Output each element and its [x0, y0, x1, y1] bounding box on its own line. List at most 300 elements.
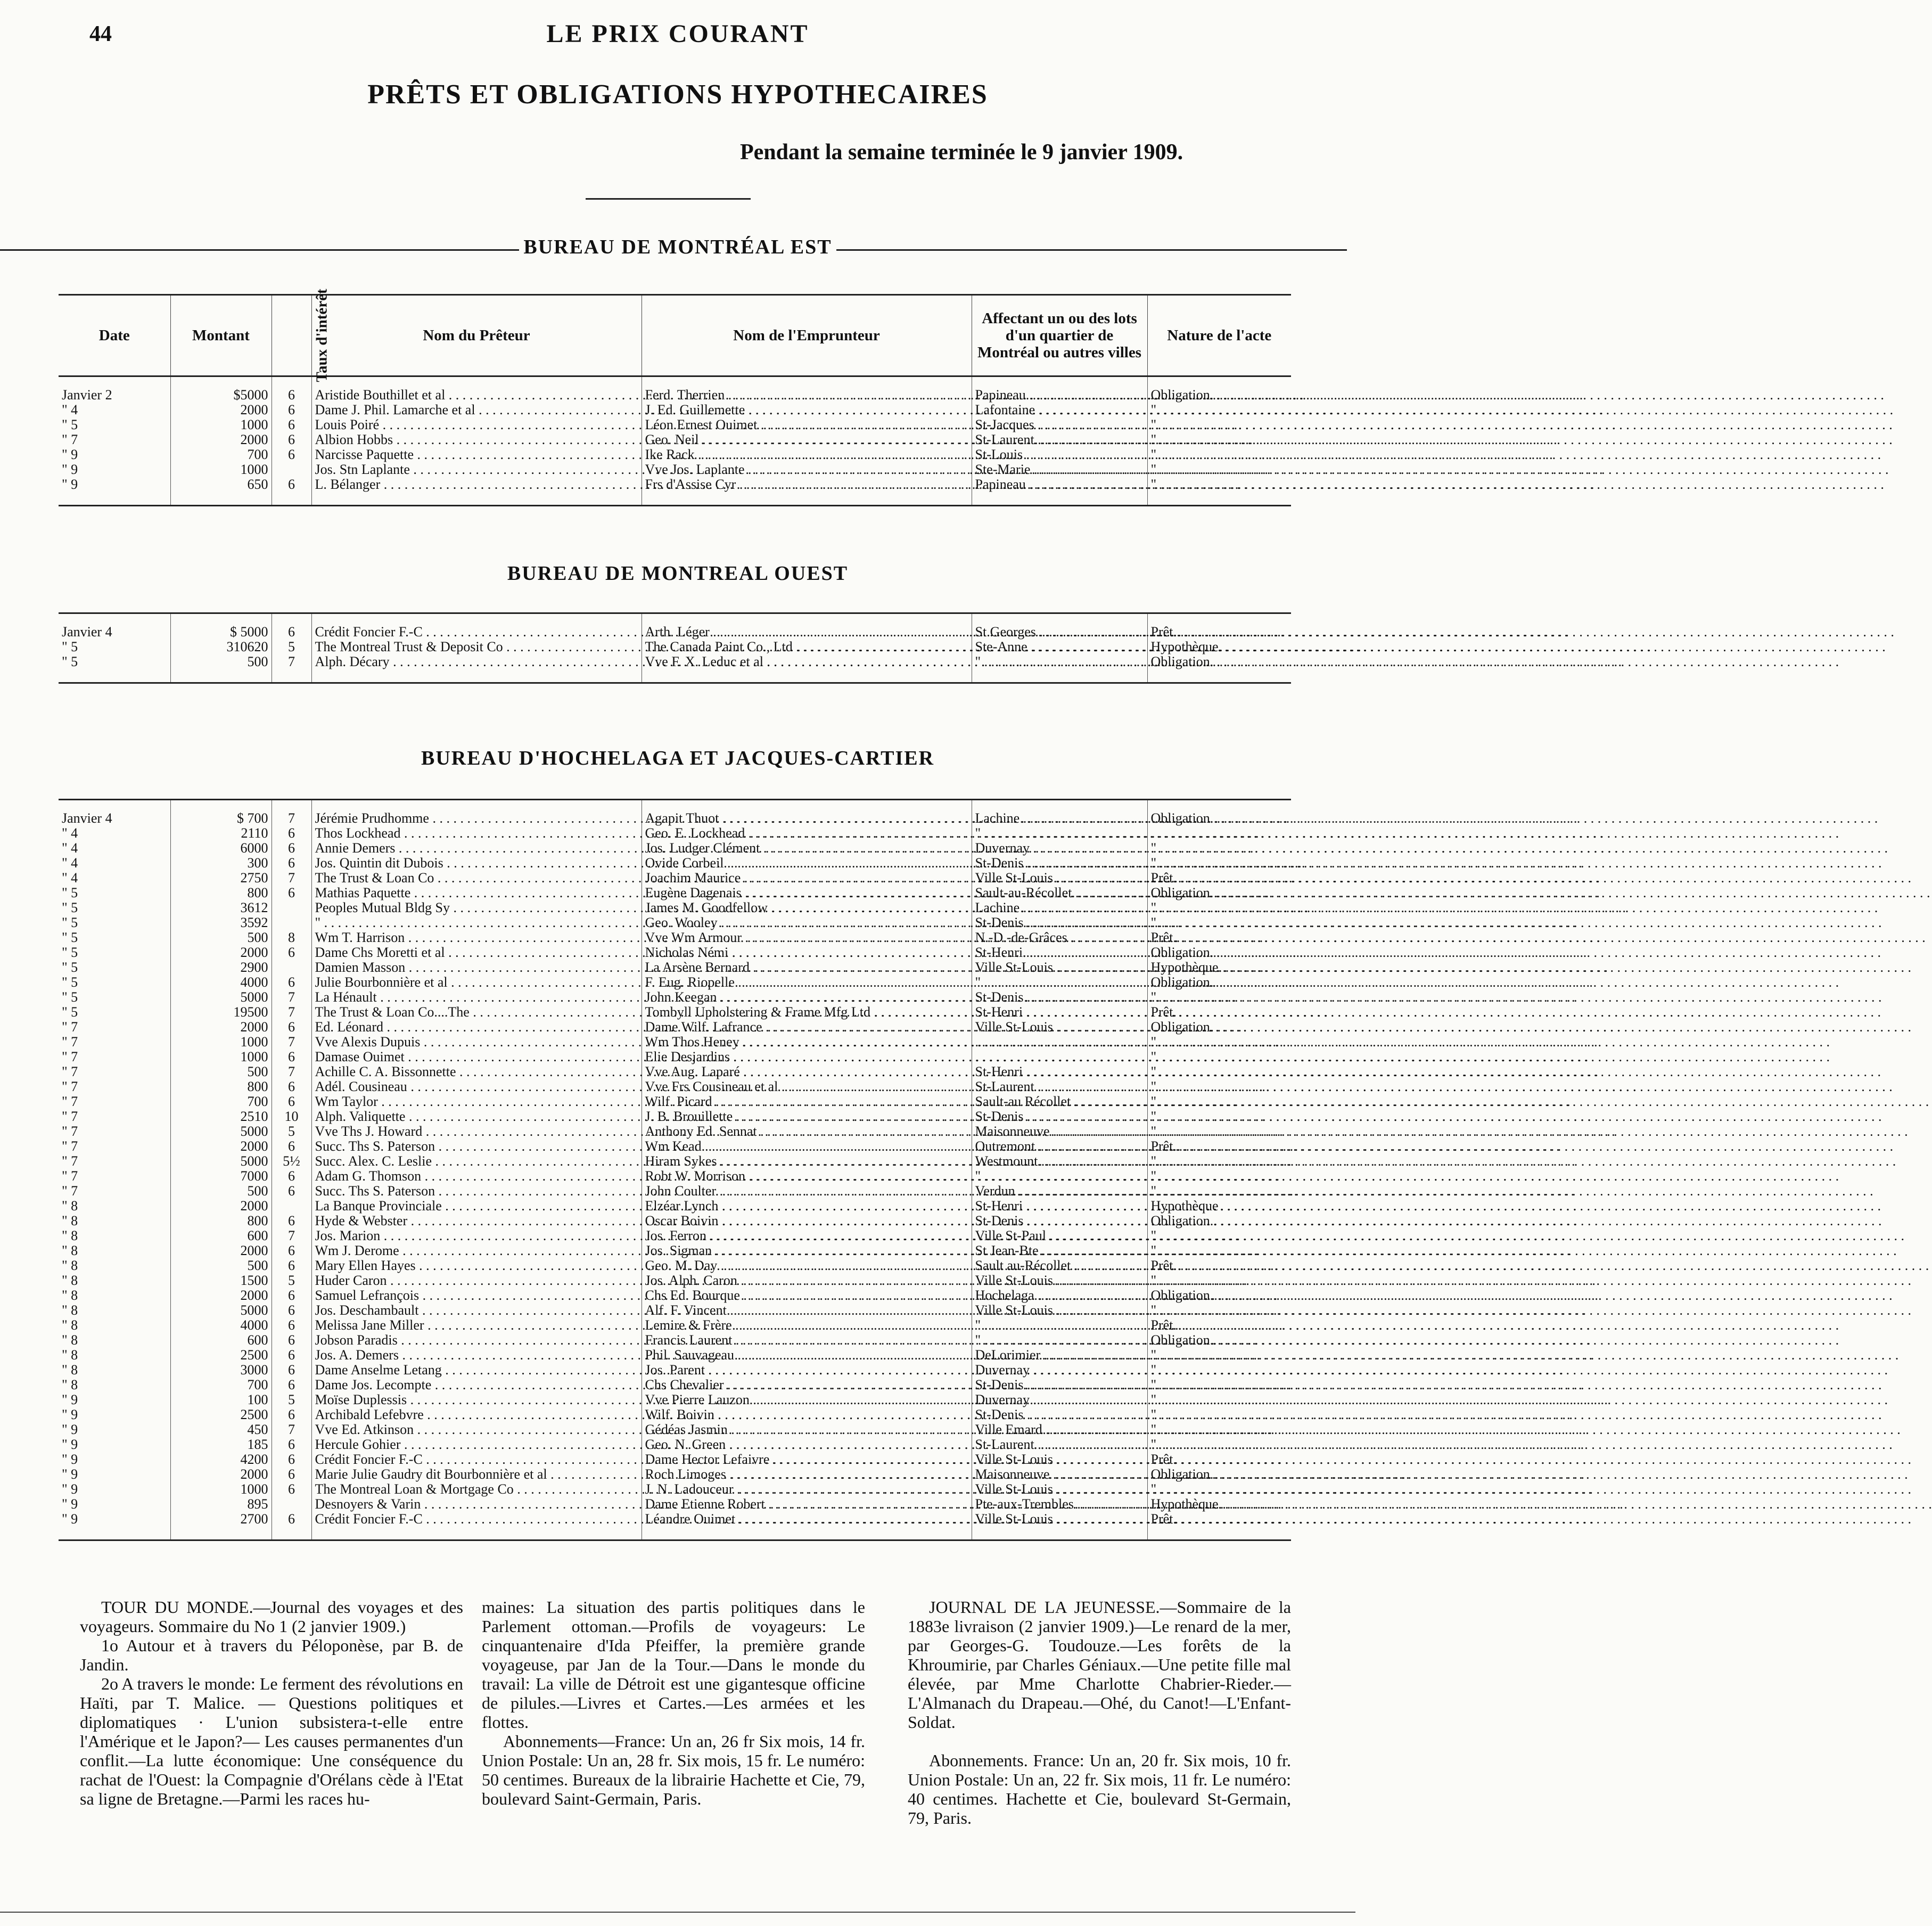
cell-taux [272, 1079, 311, 1094]
cell-taux [272, 432, 311, 447]
cell-taux [272, 1437, 311, 1452]
table-row [59, 1303, 1291, 1318]
leader-dots [1053, 1273, 1911, 1288]
cell-emprunteur-text: Alf. F. Vincent [645, 1302, 727, 1318]
leader-dots [981, 1168, 1839, 1184]
cell-montant-text: 7000 [240, 1168, 268, 1184]
cell-date-text: " 5 [62, 930, 78, 945]
cell-montant-text: 700 [247, 1377, 268, 1392]
cell-nature-text: Obligation. [1150, 387, 1214, 403]
cell-taux-text: 5 [288, 1124, 295, 1139]
cell-date-text: " 7 [62, 1034, 78, 1050]
cell-preteur [311, 447, 642, 462]
cell-date [59, 1079, 170, 1094]
cell-lieu-text: " [975, 1317, 981, 1333]
cell-taux-text: 6 [288, 1511, 295, 1527]
cell-taux [272, 1273, 311, 1288]
cell-date [59, 990, 170, 1005]
cell-lieu-text: Lafontaine [975, 402, 1035, 417]
column-continuation [482, 1597, 865, 1808]
cell-nature-text: " [1150, 1437, 1157, 1452]
cell-emprunteur-text: Dame Wilf. Lafrance [645, 1019, 762, 1035]
cell-date [59, 1333, 170, 1348]
table-row [59, 930, 1291, 945]
cell-emprunteur-text: Chs Ed. Bourque [645, 1288, 740, 1303]
cell-montant-text: 1500 [240, 1273, 268, 1288]
cell-preteur [311, 1243, 642, 1258]
cell-emprunteur-text: Jos. Alph. Caron [645, 1273, 737, 1288]
cell-emprunteur [642, 1109, 972, 1124]
cell-lieu [972, 1094, 1147, 1109]
table-row [59, 1228, 1291, 1243]
cell-date-text: " 5 [62, 945, 78, 960]
cell-taux [272, 1482, 311, 1497]
cell-date [59, 477, 170, 506]
cell-montant-text: 800 [247, 1213, 268, 1228]
cell-montant [170, 1363, 272, 1378]
cell-taux-text: 7 [288, 1228, 295, 1243]
cell-preteur [311, 462, 642, 477]
table-row [59, 1452, 1291, 1467]
cell-preteur [311, 930, 642, 945]
cell-emprunteur [642, 417, 972, 432]
cell-lieu [972, 1079, 1147, 1094]
cell-taux-text: 6 [288, 432, 295, 447]
cell-emprunteur-text: Wm Kead [645, 1138, 702, 1154]
leader-dots [1071, 1094, 1929, 1109]
cell-date-text: " 8 [62, 1243, 78, 1258]
cell-preteur-text: Thos Lockhead [315, 825, 401, 841]
cell-emprunteur [642, 1318, 972, 1333]
header-montant [170, 295, 272, 376]
cell-taux-text: 6 [288, 1183, 295, 1199]
cell-preteur-text: Mary Ellen Hayes [315, 1258, 416, 1273]
cell-taux [272, 1109, 311, 1124]
table-row [59, 841, 1291, 856]
cell-emprunteur-text: Joachim Maurice [645, 870, 741, 886]
cell-emprunteur-text: The Canada Paint Co., Ltd [645, 639, 793, 654]
cell-taux [272, 1228, 311, 1243]
leader-dots [1015, 1183, 1873, 1199]
cell-taux-text: 6 [288, 1288, 295, 1303]
table-row [59, 462, 1291, 477]
cell-taux [272, 1348, 311, 1363]
table-row [59, 447, 1291, 462]
cell-lieu [972, 856, 1147, 871]
cell-montant-text: 700 [247, 1094, 268, 1109]
table-row [59, 1109, 1291, 1124]
cell-preteur-text: Crédit Foncier F.-C [315, 624, 423, 640]
cell-date-text: " 5 [62, 974, 78, 990]
col1-para-2: 1o Autour et à travers du Péloponèse, par B. de Jandin. [80, 1636, 463, 1674]
cell-emprunteur-text: Jos. Parent [645, 1362, 705, 1378]
cell-taux [272, 960, 311, 975]
cell-emprunteur [642, 1035, 972, 1050]
cell-emprunteur [642, 1050, 972, 1064]
cell-nature-text: " [1150, 1243, 1157, 1258]
cell-lieu [972, 1124, 1147, 1139]
cell-taux [272, 1035, 311, 1050]
cell-emprunteur [642, 1228, 972, 1243]
cell-emprunteur [642, 800, 972, 826]
cell-nature-text: " [1150, 1094, 1157, 1109]
table-row [59, 856, 1291, 871]
cell-taux-text: 6 [288, 1452, 295, 1467]
cell-emprunteur-text: Vve Pierre Lauzon [645, 1392, 750, 1407]
cell-lieu-text: Ville St-Paul [975, 1228, 1046, 1243]
cell-emprunteur-text: Chs Chevalier [645, 1377, 724, 1392]
cell-taux [272, 1378, 311, 1392]
cell-montant [170, 1333, 272, 1348]
cell-taux-text: 6 [288, 1481, 295, 1497]
header-date-text: Date [98, 327, 130, 344]
cell-lieu [972, 886, 1147, 900]
cell-taux-text: 6 [288, 1049, 295, 1064]
cell-nature-text: " [1150, 462, 1157, 477]
cell-lieu [972, 826, 1147, 841]
cell-emprunteur-text: Ovide Corbeil [645, 855, 724, 871]
table-row [59, 800, 1291, 826]
cell-montant [170, 900, 272, 915]
cell-lieu-text: St-Jacques [975, 417, 1034, 432]
cell-date-text: " 7 [62, 1109, 78, 1124]
cell-emprunteur [642, 640, 972, 654]
cell-emprunteur-text: Geo. M. Day [645, 1258, 718, 1273]
leader-dots [1039, 1243, 1897, 1258]
register-table-hochelaga [59, 799, 1291, 1541]
cell-montant [170, 826, 272, 841]
header-date [59, 295, 170, 376]
cell-emprunteur [642, 403, 972, 417]
cell-lieu-text: St-Laurent [975, 432, 1034, 447]
cell-montant [170, 1154, 272, 1169]
header-preteur [311, 295, 642, 376]
cell-emprunteur [642, 477, 972, 506]
cell-taux [272, 1214, 311, 1228]
cell-montant-text: 2000 [240, 432, 268, 447]
cell-preteur-text: Dame J. Phil. Lamarche et al [315, 402, 475, 417]
cell-emprunteur [642, 1497, 972, 1512]
cell-taux-text: 5 [288, 1273, 295, 1288]
col3-para-2: Abonnements. France: Un an, 20 fr. Six mois, 10 fr. Union Postale: Un an, 22 fr. Six mois, 11 fr. Le numéro: 40 centimes. Hachette et Cie, boulevard St-Germain, 79, Paris. [908, 1751, 1291, 1827]
cell-emprunteur-text: Vve Frs Cousineau et al [645, 1079, 778, 1094]
cell-montant [170, 654, 272, 683]
cell-date-text: " 8 [62, 1288, 78, 1303]
cell-lieu [972, 1303, 1147, 1318]
cell-date [59, 1348, 170, 1363]
cell-taux [272, 447, 311, 462]
cell-taux-text: 6 [288, 1347, 295, 1363]
cell-nature-text: Hypothèque. [1150, 1496, 1222, 1512]
cell-emprunteur-text: Francis Laurent [645, 1332, 733, 1348]
cell-nature-text: Prêt. [1150, 1317, 1177, 1333]
register-table-montreal-ouest [59, 612, 1291, 684]
cell-lieu [972, 1064, 1147, 1079]
cell-taux [272, 975, 311, 990]
cell-lieu-text: Ste-Marie [975, 462, 1031, 477]
cell-taux-text: 7 [288, 1422, 295, 1437]
cell-montant-text: 2000 [240, 1243, 268, 1258]
cell-preteur [311, 800, 642, 826]
table-row [59, 477, 1291, 506]
header-affectant [972, 295, 1147, 376]
cell-lieu [972, 1482, 1147, 1497]
cell-taux [272, 654, 311, 683]
cell-date-text: " 9 [62, 462, 78, 477]
cell-montant [170, 856, 272, 871]
leader-dots [1034, 1437, 1893, 1452]
header-montant-text: Montant [192, 327, 250, 344]
cell-emprunteur-text: Geo. Neil [645, 432, 699, 447]
cell-montant [170, 800, 272, 826]
cell-nature-text: Prêt. [1150, 930, 1177, 945]
cell-montant-text: 3612 [240, 900, 268, 915]
cell-nature-text: " [1150, 1407, 1157, 1422]
cell-date-text: " 9 [62, 1511, 78, 1527]
leader-dots [1042, 1422, 1901, 1437]
cell-montant-text: 1000 [240, 1481, 268, 1497]
cell-emprunteur-text: Vve Jos. Laplante [645, 462, 745, 477]
cell-date [59, 1094, 170, 1109]
cell-preteur-text: Wm Taylor [315, 1094, 378, 1109]
cell-date-text: " 4 [62, 825, 78, 841]
cell-taux-text: 5 [288, 1392, 295, 1407]
cell-lieu [972, 1273, 1147, 1288]
cell-date [59, 856, 170, 871]
cell-taux-text: 6 [288, 402, 295, 417]
cell-lieu-text: " [975, 1168, 981, 1184]
cell-montant-text: 1000 [240, 417, 268, 432]
cell-date [59, 1184, 170, 1199]
cell-lieu-text: Lachine [975, 900, 1020, 915]
cell-emprunteur-text: John Coulter [645, 1183, 717, 1199]
cell-date [59, 1169, 170, 1184]
cell-taux-text: 6 [288, 1138, 295, 1154]
cell-date-text: " 7 [62, 1094, 78, 1109]
cell-emprunteur [642, 654, 972, 683]
cell-emprunteur-text: La Arsène Bernard [645, 960, 750, 975]
cell-date [59, 960, 170, 975]
register-table-montreal-est [59, 289, 1291, 506]
cell-lieu [972, 1154, 1147, 1169]
table-row [59, 1184, 1291, 1199]
cell-montant-text: 3592 [240, 915, 268, 930]
cell-lieu-text: Verdun [975, 1183, 1015, 1199]
cell-preteur [311, 1422, 642, 1437]
cell-preteur-text: Jos. Deschambault [315, 1302, 419, 1318]
cell-taux-text: 6 [288, 840, 295, 856]
cell-nature-text: " [1150, 1362, 1157, 1378]
cell-date-text: " 7 [62, 432, 78, 447]
cell-lieu-text: St-Denis [975, 915, 1024, 930]
cell-date [59, 1154, 170, 1169]
cell-date-text: " 7 [62, 1079, 78, 1094]
cell-montant [170, 871, 272, 886]
cell-lieu [972, 1169, 1147, 1184]
cell-lieu-text: St-Louis [975, 447, 1023, 462]
cell-lieu [972, 1050, 1147, 1064]
cell-preteur [311, 1363, 642, 1378]
cell-preteur [311, 1139, 642, 1154]
cell-date [59, 1422, 170, 1437]
cell-emprunteur [642, 1094, 972, 1109]
cell-nature-text: " [1150, 1109, 1157, 1124]
cell-preteur [311, 1497, 642, 1512]
cell-taux-text: 6 [288, 1079, 295, 1094]
cell-montant-text: 2900 [240, 960, 268, 975]
table-row [59, 1333, 1291, 1348]
cell-date-text: " 5 [62, 960, 78, 975]
cell-date-text: " 5 [62, 639, 78, 654]
cell-preteur-text: The Trust & Loan Co [315, 870, 434, 886]
cell-nature-text: " [1150, 900, 1157, 915]
table-row [59, 915, 1291, 930]
table-row [59, 1094, 1291, 1109]
page-title: PRÊTS ET OBLIGATIONS HYPOTHECAIRES [367, 79, 988, 110]
cell-nature-text: Prêt. [1150, 1138, 1177, 1154]
cell-montant [170, 477, 272, 506]
cell-montant-text: 2700 [240, 1511, 268, 1527]
cell-date-text: " 8 [62, 1258, 78, 1273]
cell-lieu [972, 900, 1147, 915]
cell-montant-text: 2000 [240, 1288, 268, 1303]
cell-emprunteur [642, 1437, 972, 1452]
cell-lieu-text: Ville St-Louis [975, 1511, 1053, 1527]
cell-montant [170, 1199, 272, 1214]
cell-lieu [972, 432, 1147, 447]
cell-lieu [972, 1109, 1147, 1124]
cell-montant-text: 185 [247, 1437, 268, 1452]
cell-montant-text: 1000 [240, 1049, 268, 1064]
leader-dots [981, 1317, 1839, 1333]
cell-date-text: " 9 [62, 1422, 78, 1437]
header-taux [272, 289, 331, 382]
cell-taux [272, 1303, 311, 1318]
cell-date-text: " 7 [62, 1183, 78, 1199]
cell-nature-text: " [1150, 432, 1157, 447]
cell-taux-text: 7 [288, 1064, 295, 1079]
cell-preteur-text: Alph. Valiquette [315, 1109, 406, 1124]
cell-preteur-text: Succ. Alex. C. Leslie [315, 1153, 432, 1169]
cell-emprunteur-text: John Keegan [645, 989, 717, 1005]
cell-date-text: " 4 [62, 840, 78, 856]
cell-preteur-text: Adam G. Thomson [315, 1168, 422, 1184]
cell-taux [272, 1154, 311, 1169]
cell-preteur [311, 1035, 642, 1050]
cell-lieu [972, 1348, 1147, 1363]
cell-nature-text: " [1150, 1228, 1157, 1243]
cell-preteur [311, 1318, 642, 1333]
cell-preteur [311, 1378, 642, 1392]
cell-lieu [972, 1407, 1147, 1422]
cell-lieu-text: " [975, 654, 981, 669]
table-row [59, 1512, 1291, 1540]
cell-lieu [972, 1378, 1147, 1392]
cell-emprunteur [642, 1303, 972, 1318]
cell-emprunteur-text: Gédéas Jasmin [645, 1422, 728, 1437]
table-row [59, 654, 1291, 683]
col1-para-3: 2o A travers le monde: Le ferment des révolutions en Haïti, par T. Malice. — Questions politiques et diplomatiques · L'union subsistera-t-elle entre l'Amérique et le Japon?— Les causes permanentes d'un conflit.—La lutte économique: Une conséquence du rachat de l'Ouest: la Compagnie d'Orélans cède à l'Etat sa ligne de Bretagne.—Parmi les races hu- [80, 1674, 463, 1808]
cell-montant [170, 960, 272, 975]
cell-taux [272, 871, 311, 886]
cell-montant-text: 2500 [240, 1407, 268, 1422]
cell-date [59, 1497, 170, 1512]
cell-taux [272, 1258, 311, 1273]
cell-lieu-text: Westmount [975, 1153, 1038, 1169]
cell-montant [170, 1064, 272, 1079]
cell-preteur [311, 1348, 642, 1363]
cell-taux [272, 1094, 311, 1109]
cell-date [59, 462, 170, 477]
cell-emprunteur-text: F. Eug. Riopelle [645, 974, 735, 990]
cell-preteur-text: La Banque Provinciale [315, 1198, 442, 1214]
cell-taux-text: 7 [288, 654, 295, 669]
cell-date [59, 800, 170, 826]
cell-preteur [311, 1154, 642, 1169]
cell-lieu [972, 1288, 1147, 1303]
cell-preteur [311, 417, 642, 432]
leader-dots [1053, 870, 1911, 886]
cell-taux [272, 1124, 311, 1139]
cell-emprunteur-text: Oscar Boivin [645, 1213, 719, 1228]
cell-lieu [972, 1452, 1147, 1467]
cell-montant [170, 403, 272, 417]
cell-lieu [972, 1258, 1147, 1273]
cell-preteur-text: Adél. Cousineau [315, 1079, 407, 1094]
cell-preteur-text: Marie Julie Gaudry dit Bourbonnière et al [315, 1466, 547, 1482]
cell-date-text: " 8 [62, 1377, 78, 1392]
cell-taux [272, 930, 311, 945]
cell-montant [170, 1348, 272, 1363]
cell-date-text: " 8 [62, 1273, 78, 1288]
cell-date-text: " 8 [62, 1213, 78, 1228]
cell-taux-text: 6 [288, 974, 295, 990]
cell-preteur-text: Achille C. A. Bissonnette [315, 1064, 456, 1079]
cell-date [59, 1407, 170, 1422]
cell-nature-text: " [1150, 1377, 1157, 1392]
cell-date-text: " 5 [62, 654, 78, 669]
cell-taux-text: 6 [288, 1302, 295, 1318]
cell-preteur [311, 915, 642, 930]
cell-montant [170, 640, 272, 654]
cell-nature-text: Obligation. [1150, 1332, 1214, 1348]
cell-montant-text: 5000 [240, 1302, 268, 1318]
cell-lieu-text: St-Henri [975, 1004, 1023, 1020]
cell-preteur-text: " [315, 915, 321, 930]
cell-preteur [311, 432, 642, 447]
column-journal-jeunesse [908, 1597, 1291, 1827]
cell-date-text: " 7 [62, 1153, 78, 1169]
leader-dots [981, 654, 1839, 669]
cell-date [59, 1199, 170, 1214]
cell-date-text: " 4 [62, 402, 78, 417]
cell-date-text: " 9 [62, 1437, 78, 1452]
cell-taux-text: 7 [288, 989, 295, 1005]
cell-preteur [311, 975, 642, 990]
cell-nature-text: " [1150, 1064, 1157, 1079]
leader-dots [1035, 402, 1893, 417]
cell-lieu-text: " [975, 1332, 981, 1348]
cell-taux-text: 5½ [283, 1153, 300, 1169]
leader-dots [1034, 417, 1893, 432]
leader-dots [981, 825, 1839, 841]
cell-preteur-text: Wm T. Harrison [315, 930, 405, 945]
cell-nature-text: " [1150, 1034, 1157, 1050]
cell-emprunteur [642, 1169, 972, 1184]
cell-montant-text: 3000 [240, 1362, 268, 1378]
cell-nature-text: " [1150, 402, 1157, 417]
cell-emprunteur [642, 1184, 972, 1199]
